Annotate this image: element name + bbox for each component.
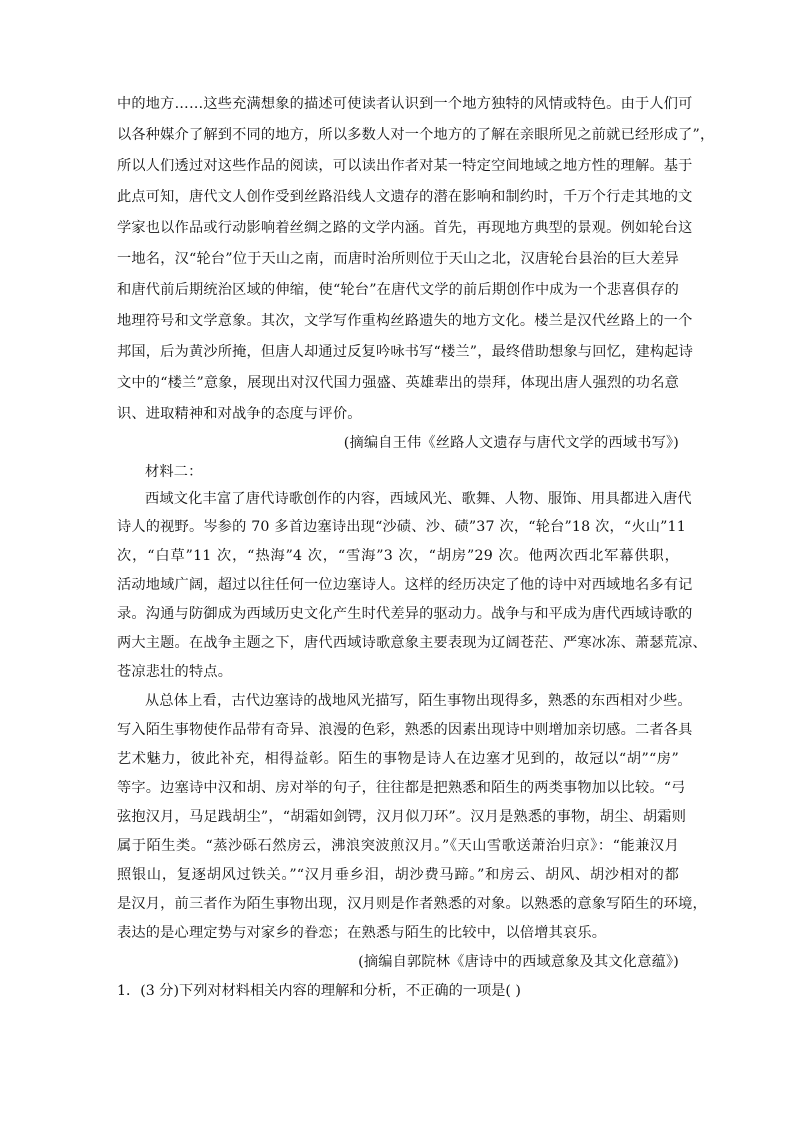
paragraph1-line: 一地名，汉“轮台”位于天山之南，而唐时治所则位于天山之北，汉唐轮台县治的巨大差异: [117, 251, 679, 267]
paragraph3-line: 照银山，复逐胡风过铁关。”“汉月垂乡泪，胡沙费马蹄。”和房云、胡风、胡沙相对的都: [117, 867, 679, 883]
paragraph3-line: 是汉月，前三者作为陌生事物出现，汉月则是作者熟悉的对象。以熟悉的意象写陌生的环境，: [117, 896, 707, 912]
paragraph2-line: 次，“白草”11 次，“热海”4 次，“雪海”3 次，“胡房”29 次。他两次西北军幕供职，: [117, 548, 679, 564]
paragraph2-line: 西域文化丰富了唐代诗歌创作的内容，西域风光、歌舞、人物、服饰、用具都进入唐代: [145, 491, 692, 507]
paragraph1-line: 以各种媒介了解到不同的地方，所以多数人对一个地方的了解在亲眼所见之前就已经形成了”，: [117, 127, 715, 143]
paragraph3-line: 艺术魅力，彼此补充，相得益彰。陌生的事物是诗人在边塞才见到的，故冠以“胡”“房”: [117, 751, 679, 767]
paragraph2-line: 诗人的视野。岑参的 70 多首边塞诗出现“沙碛、沙、碛”37 次，“轮台”18 次，“火山”11: [117, 519, 686, 535]
paragraph1-line: 文中的“楼兰”意象，展现出对汉代国力强盛、英雄辈出的崇拜，体现出唐人强烈的功名意: [117, 375, 679, 391]
paragraph2-line: 苍凉悲壮的特点。: [117, 664, 233, 680]
paragraph2-line: 活动地域广阔，超过以往任何一位边塞诗人。这样的经历决定了他的诗中对西域地名多有记: [117, 577, 693, 593]
paragraph1-line: 学家也以作品或行动影响着丝绸之路的文学内涵。首先，再现地方典型的景观。例如轮台这: [117, 220, 693, 236]
paragraph1-line: 此点可知，唐代文人创作受到丝路沿线人文遗存的潜在影响和制约时，千万个行走其地的文: [117, 189, 693, 205]
source-citation-1: (摘编自王伟《丝路人文遗存与唐代文学的西域书写》): [343, 435, 679, 451]
paragraph1-line: 邦国，后为黄沙所掩，但唐人却通过反复吟咏书写“楼兰”，最终借助想象与回忆，建构起诗: [117, 344, 694, 360]
paragraph2-line: 录。沟通与防御成为西域历史文化产生时代差异的驱动力。战争与和平成为唐代西域诗歌的: [117, 606, 693, 622]
paragraph1-line: 中的地方……这些充满想象的描述可使读者认识到一个地方独特的风情或特色。由于人们可: [117, 96, 693, 112]
paragraph3-line: 写入陌生事物使作品带有奇异、浪漫的色彩，熟悉的因素出现诗中则增加亲切感。二者各具: [117, 722, 693, 738]
question-1: 1．(3 分)下列对材料相关内容的理解和分析，不正确的一项是( ): [117, 983, 521, 999]
material2-label: 材料二：: [145, 464, 203, 480]
paragraph3-line: 属于陌生类。“蒸沙砾石然房云，沸浪突波煎汉月。”《天山雪歌送萧治归京》：“能兼汉月: [117, 838, 679, 854]
paragraph3-line: 表达的是心理定势与对家乡的眷恋；在熟悉与陌生的比较中，以倍增其哀乐。: [117, 925, 607, 941]
paragraph1-line: 和唐代前后期统治区域的伸缩，使“轮台”在唐代文学的前后期创作中成为一个悲喜俱存的: [117, 282, 679, 298]
paragraph1-line: 识、进取精神和对战争的态度与评价。: [117, 406, 362, 422]
paragraph1-line: 所以人们透过对这些作品的阅读，可以读出作者对某一特定空间地域之地方性的理解。基于: [117, 158, 693, 174]
source-citation-2: (摘编自郭院林《唐诗中的西域意象及其文化意蕴》): [358, 954, 679, 970]
paragraph3-line: 弦抱汉月，马足践胡尘”，“胡霜如剑锷，汉月似刀环”。汉月是熟悉的事物，胡尘、胡霜则: [117, 809, 687, 825]
paragraph2-line: 两大主题。在战争主题之下，唐代西域诗歌意象主要表现为辽阔苍茫、严寒冰冻、萧瑟荒凉、: [117, 635, 707, 651]
paragraph3-line: 从总体上看，古代边塞诗的战地风光描写，陌生事物出现得多，熟悉的东西相对少些。: [145, 693, 692, 709]
paragraph1-line: 地理符号和文学意象。其次，文学写作重构丝路遗失的地方文化。楼兰是汉代丝路上的一个: [117, 313, 693, 329]
paragraph3-line: 等字。边塞诗中汉和胡、房对举的句子，往往都是把熟悉和陌生的两类事物加以比较。“弓: [117, 780, 686, 796]
